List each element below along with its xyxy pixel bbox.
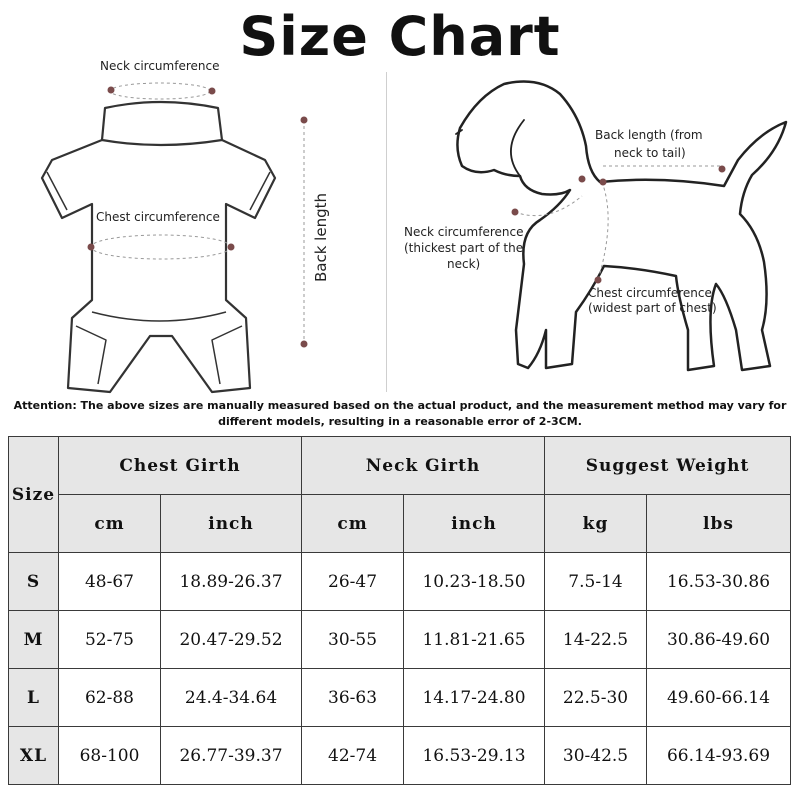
size-cell: S xyxy=(9,553,59,611)
table-cell: 30-55 xyxy=(302,611,404,669)
unit-header: inch xyxy=(404,495,545,553)
chest-guide xyxy=(91,235,231,259)
page-title: Size Chart xyxy=(239,5,561,68)
marker xyxy=(108,87,115,94)
table-cell: 7.5-14 xyxy=(545,553,647,611)
attention-note: Attention: The above sizes are manually measured based on the actual product, and the measurement method may vary for different models, resulting in a reasonable error of 2-3CM. xyxy=(13,399,787,428)
marker xyxy=(512,209,519,216)
garment-back-label: Back length xyxy=(312,193,330,282)
table-row xyxy=(9,553,791,611)
size-cell: XL xyxy=(9,727,59,785)
table-cell: 18.89-26.37 xyxy=(161,553,302,611)
dog-back-label-line1: Back length (from xyxy=(595,128,703,142)
marker xyxy=(88,244,95,251)
table-cell: 16.53-30.86 xyxy=(647,553,791,611)
table-cell: 22.5-30 xyxy=(545,669,647,727)
neck-guide xyxy=(110,83,210,99)
table-cell: 62-88 xyxy=(59,669,161,727)
table-cell: 10.23-18.50 xyxy=(404,553,545,611)
table-cell: 14-22.5 xyxy=(545,611,647,669)
dog-neck-label-2: (thickest part of the xyxy=(404,241,524,255)
table-cell: 14.17-24.80 xyxy=(404,669,545,727)
marker xyxy=(595,277,602,284)
table-row xyxy=(9,727,791,785)
unit-header: kg xyxy=(545,495,647,553)
table-cell: 49.60-66.14 xyxy=(647,669,791,727)
table-cell: 24.4-34.64 xyxy=(161,669,302,727)
table-cell: 68-100 xyxy=(59,727,161,785)
marker xyxy=(600,179,607,186)
table-cell: 52-75 xyxy=(59,611,161,669)
table-cell: 30.86-49.60 xyxy=(647,611,791,669)
table-row xyxy=(9,611,791,669)
unit-header: lbs xyxy=(647,495,791,553)
dog-back-label-line2: neck to tail) xyxy=(614,146,686,160)
table-cell: 11.81-21.65 xyxy=(404,611,545,669)
table-cell: 66.14-93.69 xyxy=(647,727,791,785)
group-header: Suggest Weight xyxy=(545,437,791,495)
group-header: Neck Girth xyxy=(302,437,545,495)
table-cell: 26-47 xyxy=(302,553,404,611)
garment-collar xyxy=(102,102,222,145)
dog-ear xyxy=(511,120,524,176)
garment-left-cuff xyxy=(47,172,67,210)
dog-chest-label-2: (widest part of chest) xyxy=(588,301,717,315)
marker xyxy=(301,117,308,124)
size-header: Size xyxy=(9,437,59,553)
unit-header: inch xyxy=(161,495,302,553)
table-cell: 20.47-29.52 xyxy=(161,611,302,669)
group-header: Chest Girth xyxy=(59,437,302,495)
unit-header: cm xyxy=(59,495,161,553)
table-header-row xyxy=(9,437,791,495)
divider xyxy=(386,72,387,392)
table-cell: 48-67 xyxy=(59,553,161,611)
dog-neck-label-1: Neck circumference xyxy=(404,225,524,239)
table-cell: 30-42.5 xyxy=(545,727,647,785)
garment-body xyxy=(42,140,275,392)
dog-chest-label-1: Chest circumference xyxy=(588,286,712,300)
table-cell: 16.53-29.13 xyxy=(404,727,545,785)
table-row xyxy=(9,669,791,727)
garment-neck-label: Neck circumference xyxy=(100,59,220,73)
table-cell: 26.77-39.37 xyxy=(161,727,302,785)
marker xyxy=(719,166,726,173)
unit-header: cm xyxy=(302,495,404,553)
garment-waist xyxy=(92,312,226,321)
table-cell: 36-63 xyxy=(302,669,404,727)
marker xyxy=(209,88,216,95)
size-cell: L xyxy=(9,669,59,727)
marker xyxy=(579,176,586,183)
garment-chest-label: Chest circumference xyxy=(96,210,220,224)
size-cell: M xyxy=(9,611,59,669)
marker xyxy=(228,244,235,251)
table-unit-row xyxy=(9,495,791,553)
garment-illustration xyxy=(42,102,275,392)
dog-neck-label-3: neck) xyxy=(447,257,481,271)
size-table xyxy=(8,436,791,785)
table-cell: 42-74 xyxy=(302,727,404,785)
garment-left-leg-cuff xyxy=(76,326,106,384)
marker xyxy=(301,341,308,348)
garment-right-cuff xyxy=(250,172,270,210)
garment-right-leg-cuff xyxy=(212,326,242,384)
